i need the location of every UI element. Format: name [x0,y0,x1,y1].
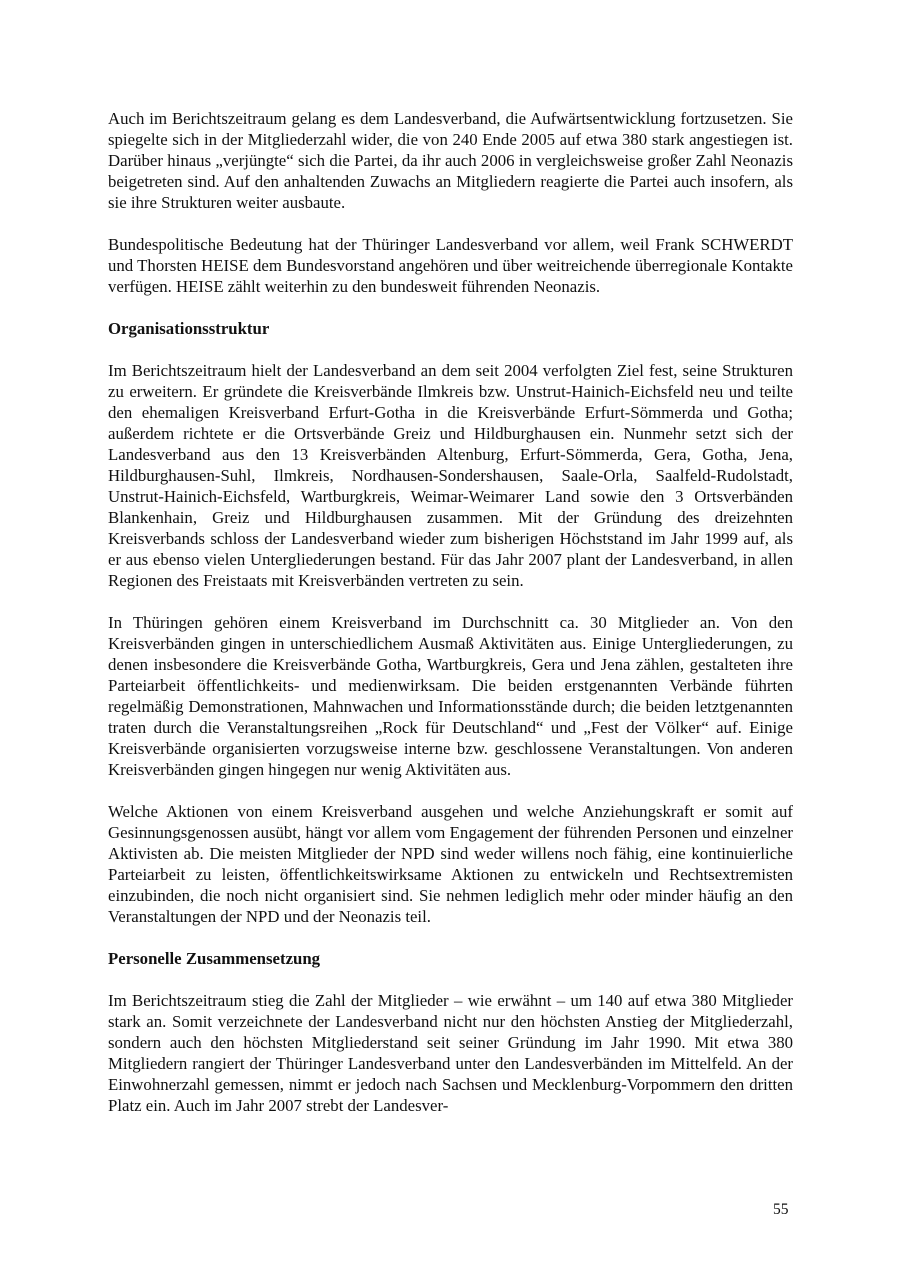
paragraph-bundespolitische-bedeutung: Bundespolitische Bedeutung hat der Thüringer Landesverband vor allem, weil Frank SCHWERDT und Thorsten HEISE dem Bundesvorstand angehören und über weitreichende überregionale Kontakte verfügen. HEISE zählt weiterhin zu den bundesweit führenden Neonazis. [108,235,793,296]
paragraph-strukturen-erweitern: Im Berichtszeitraum hielt der Landesverband an dem seit 2004 verfolgten Ziel fest, seine Strukturen zu erweitern. Er gründete die Kreisverbände Ilmkreis bzw. Unstrut-Hainich-Eichsfeld neu und teilte den ehemaligen Kreisverband Erfurt-Gotha in die Kreisverbände Erfurt-Sömmerda und Gotha; außerdem richtete er die Ortsverbände Greiz und Hildburghausen ein. Nunmehr setzt sich der Landesverband aus den 13 Kreisverbänden Altenburg, Erfurt-Sömmerda, Gera, Gotha, Jena, Hildburghausen-Suhl, Ilmkreis, Nordhausen-Sondershausen, Saale-Orla, Saalfeld-Rudolstadt, Unstrut-Hainich-Eichsfeld, Wartburgkreis, Weimar-Weimarer Land sowie den 3 Ortsverbänden Blankenhain, Greiz und Hildburghausen zusammen. Mit der Gründung des dreizehnten Kreisverbands schloss der Landesverband wieder zum bisherigen Höchststand im Jahr 1999 auf, als er aus ebenso vielen Untergliederungen bestand. Für das Jahr 2007 plant der Landesverband, in allen Regionen des Freistaats mit Kreisverbänden vertreten zu sein. [108,361,793,590]
paragraph-aufwaertsentwicklung: Auch im Berichtszeitraum gelang es dem Landesverband, die Aufwärtsentwicklung fortzusetzen. Sie spiegelte sich in der Mitgliederzahl wider, die von 240 Ende 2005 auf etwa 380 stark angestiegen ist. Darüber hinaus „verjüngte“ sich die Partei, da ihr auch 2006 in vergleichsweise großer Zahl Neonazis beigetreten sind. Auf den anhaltenden Zuwachs an Mitgliedern reagierte die Partei auch insofern, als sie ihre Strukturen weiter ausbaute. [108,109,793,212]
section-heading-organisationsstruktur: Organisationsstruktur [108,319,270,338]
paragraph-aktionen-anziehungskraft: Welche Aktionen von einem Kreisverband ausgehen und welche Anziehungskraft er somit auf Gesinnungsgenossen ausübt, hängt vor allem vom Engagement der führenden Personen und einzelner Aktivisten ab. Die meisten Mitglieder der NPD sind weder willens noch fähig, eine kontinuierliche Parteiarbeit zu leisten, öffentlichkeitswirksame Aktionen zu entwickeln und Rechtsextremisten einzubinden, die noch nicht organisiert sind. Sie nehmen lediglich mehr oder minder häufig an den Veranstaltungen der NPD und der Neonazis teil. [108,802,793,926]
paragraph-mitgliederzahl: Im Berichtszeitraum stieg die Zahl der Mitglieder – wie erwähnt – um 140 auf etwa 380 Mitglieder stark an. Somit verzeichnete der Landesverband nicht nur den höchsten Anstieg der Mitgliederzahl, sondern auch den höchsten Mitgliederstand seit seiner Gründung im Jahr 1990. Mit etwa 380 Mitgliedern rangiert der Thüringer Landesverband unter den Landesverbänden im Mittelfeld. An der Einwohnerzahl gemessen, nimmt er jedoch nach Sachsen und Mecklenburg-Vorpommern den dritten Platz ein. Auch im Jahr 2007 strebt der Landesver- [108,991,793,1115]
section-heading-personelle-zusammensetzung: Personelle Zusammensetzung [108,949,321,968]
paragraph-kreisverband-aktivitaeten: In Thüringen gehören einem Kreisverband im Durchschnitt ca. 30 Mitglieder an. Von den Kreisverbänden gingen in unterschiedlichem Ausmaß Aktivitäten aus. Einige Untergliederungen, zu denen insbesondere die Kreisverbände Gotha, Wartburgkreis, Gera und Jena zählen, gestalteten ihre Parteiarbeit öffentlichkeits- und medienwirksam. Die beiden erstgenannten Verbände führten regelmäßig Demonstrationen, Mahnwachen und Informationsstände durch; die beiden letztgenannten traten durch die Veranstaltungsreihen „Rock für Deutschland“ und „Fest der Völker“ auf. Einige Kreisverbände organisierten vorzugsweise interne bzw. geschlossene Veranstaltungen. Von anderen Kreisverbänden gingen hingegen nur wenig Aktivitäten aus. [108,613,793,779]
page-number: 55 [773,1201,789,1218]
